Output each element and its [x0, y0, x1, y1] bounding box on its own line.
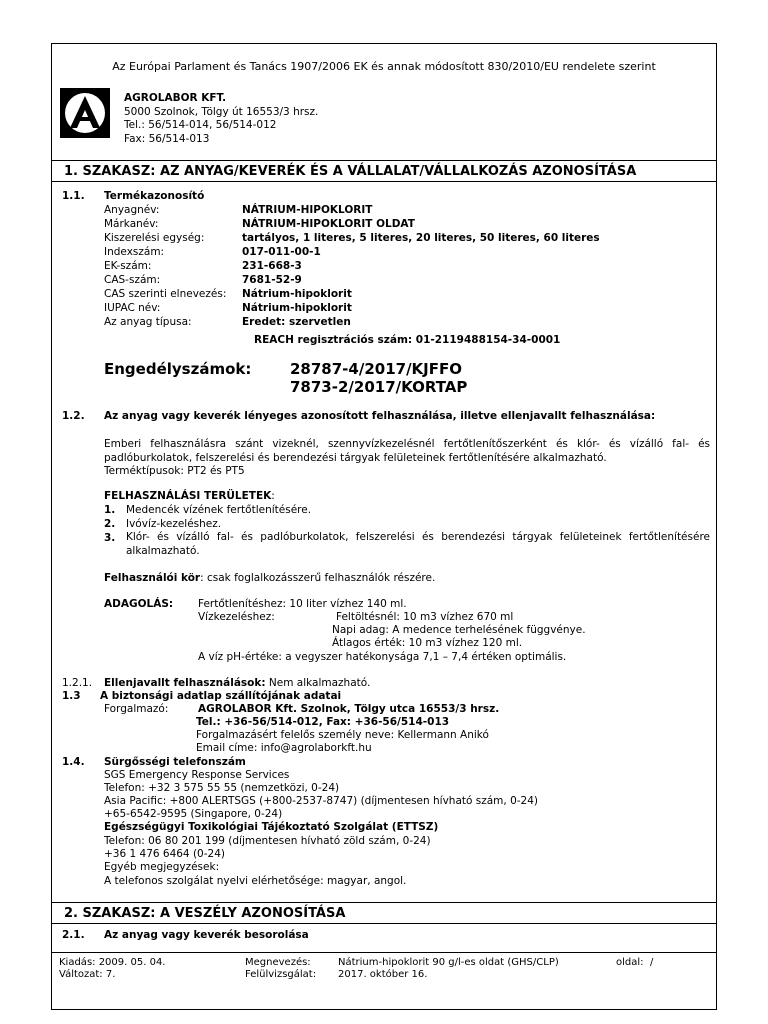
s1-3-title: A biztonsági adatlap szállítójának adatai	[100, 690, 342, 702]
user-group	[104, 572, 435, 584]
areas-title-text: FELHASZNÁLÁSI TERÜLETEK	[104, 490, 272, 502]
kv-value: Eredet: szervetlen	[242, 316, 351, 328]
area-text: Klór- és vízálló fal- és padlóburkolatok, felszerelési és berendezési tárgyak felületeinek fertőtlenítésére alkalmazható.	[126, 531, 710, 557]
kv-key: IUPAC név:	[104, 302, 161, 314]
areas-title: FELHASZNÁLÁSI TERÜLETEK:	[104, 490, 275, 502]
contraindicated-value: Nem alkalmazható.	[265, 677, 371, 689]
emergency-line: Telefon: 06 80 201 199 (díjmentesen hívható zöld szám, 0-24)	[104, 835, 431, 847]
kv-value: Nátrium-hipoklorit	[242, 302, 352, 314]
dosing-line: Vízkezeléshez:	[198, 611, 275, 623]
permit-number-2: 7873-2/2017/KORTAP	[290, 378, 468, 396]
section1-heading	[51, 160, 717, 182]
kv-key: CAS-szám:	[104, 274, 161, 286]
s1-2-title: Az anyag vagy keverék lényeges azonosított felhasználása, illetve ellenjavallt felhasználása:	[104, 410, 656, 422]
kv-key: Kiszerelési egység:	[104, 232, 205, 244]
dosing-label: ADAGOLÁS:	[104, 598, 174, 610]
section2-heading	[51, 902, 717, 924]
kv-key: Anyagnév:	[104, 204, 160, 216]
s2-1-number: 2.1.	[62, 929, 85, 941]
emergency-line: Egyéb megjegyzések:	[104, 861, 220, 873]
footer-page-value: /	[650, 957, 654, 968]
contraindicated-uses	[104, 677, 370, 689]
emergency-line: Asia Pacific: +800 ALERTSGS (+800-2537-8747) (díjmentesen hívható szám, 0-24)	[104, 795, 539, 807]
emergency-line: A telefonos szolgálat nyelvi elérhetősége: magyar, angol.	[104, 875, 407, 887]
dosing-line: Napi adag: A medence terhelésének függvénye.	[332, 624, 586, 636]
dosing-line: A víz pH-értéke: a vegyszer hatékonysága 7,1 – 7,4 értéken optimális.	[198, 651, 567, 663]
usage-paragraph: Emberi felhasználásra szánt vizeknél, szennyvízkezelésnél fertőtlenítőszerként és klór- és vízálló fal- és padlóburkolatok, felszerelési és berendezési tárgyak felületeinek fertőtlenítésére alkalmazható.	[104, 438, 710, 464]
footer-rule	[51, 952, 717, 953]
kv-value: tartályos, 1 literes, 5 literes, 20 literes, 50 literes, 60 literes	[242, 232, 600, 244]
area-text: Ivóvíz-kezeléshez.	[126, 518, 222, 530]
company-fax: Fax: 56/514-013	[124, 133, 210, 145]
kv-value: NÁTRIUM-HIPOKLORIT OLDAT	[242, 218, 415, 230]
s1-2-number: 1.2.	[62, 410, 85, 422]
section1-heading-text: 1. SZAKASZ: AZ ANYAG/KEVERÉK ÉS A VÁLLALAT/VÁLLALKOZÁS AZONOSÍTÁSA	[64, 164, 637, 179]
footer-review-label: Felülvizsgálat:	[245, 969, 317, 980]
product-types: Terméktípusok: PT2 és PT5	[104, 465, 245, 477]
s1-1-number: 1.1.	[62, 190, 85, 202]
distributor-name: AGROLABOR Kft. Szolnok, Tölgy utca 16553/3 hrsz.	[198, 703, 500, 715]
s1-4-number: 1.4.	[62, 756, 85, 768]
regulation-line: Az Európai Parlament és Tanács 1907/2006 EK és annak módosított 830/2010/EU rendelete szerint	[112, 60, 656, 73]
kv-value: 231-668-3	[242, 260, 302, 272]
area-number: 3.	[104, 532, 116, 544]
kv-value: Nátrium-hipoklorit	[242, 288, 352, 300]
s1-2-1-number: 1.2.1.	[62, 677, 93, 689]
permits-label: Engedélyszámok:	[104, 360, 252, 378]
footer-name-value: Nátrium-hipoklorit 90 g/l-es oldat (GHS/CLP)	[338, 957, 559, 968]
agrolabor-logo-icon	[60, 88, 110, 138]
user-group-text: : csak foglalkozásszerű felhasználók részére.	[200, 572, 436, 584]
area-number: 1.	[104, 504, 116, 516]
footer-version: Változat: 7.	[59, 969, 116, 980]
contact-email: Email címe: info@agrolaborkft.hu	[196, 742, 372, 754]
kv-key: CAS szerinti elnevezés:	[104, 288, 227, 300]
footer-name-label: Megnevezés:	[245, 957, 311, 968]
kv-value: NÁTRIUM-HIPOKLORIT	[242, 204, 373, 216]
kv-key: Márkanév:	[104, 218, 159, 230]
kv-value: 017-011-00-1	[242, 246, 321, 258]
contraindicated-label: Ellenjavallt felhasználások:	[104, 677, 266, 689]
ettsz-title: Egészségügyi Toxikológiai Tájékoztató Szolgálat (ETTSZ)	[104, 821, 439, 833]
company-address: 5000 Szolnok, Tölgy út 16553/3 hrsz.	[124, 106, 319, 118]
emergency-line: SGS Emergency Response Services	[104, 769, 290, 781]
s1-4-title: Sürgősségi telefonszám	[104, 756, 246, 768]
emergency-line: Telefon: +32 3 575 55 55 (nemzetközi, 0-24)	[104, 782, 340, 794]
area-text: Medencék vízének fertőtlenítésére.	[126, 504, 312, 516]
company-name: AGROLABOR KFT.	[124, 92, 227, 104]
distributor-phone: Tel.: +36-56/514-012, Fax: +36-56/514-013	[196, 716, 450, 728]
footer-review-value: 2017. október 16.	[338, 969, 428, 980]
s2-1-title: Az anyag vagy keverék besorolása	[104, 929, 309, 941]
kv-key: Indexszám:	[104, 246, 165, 258]
kv-key: Az anyag típusa:	[104, 316, 192, 328]
dosing-line: Átlagos érték: 10 m3 vízhez 120 ml.	[332, 637, 523, 649]
section2-heading-text: 2. SZAKASZ: A VESZÉLY AZONOSÍTÁSA	[64, 906, 346, 921]
responsible-person: Forgalmazásért felelős személy neve: Kellermann Anikó	[196, 729, 489, 741]
user-group-label: Felhasználói kör	[104, 572, 201, 584]
kv-key: EK-szám:	[104, 260, 152, 272]
s1-1-title: Termékazonosító	[104, 190, 205, 202]
kv-value: 7681-52-9	[242, 274, 302, 286]
permit-number-1: 28787-4/2017/KJFFO	[290, 360, 463, 378]
distributor-label: Forgalmazó:	[104, 703, 169, 715]
footer-page-label: oldal:	[616, 957, 644, 968]
footer-issued: Kiadás: 2009. 05. 04.	[59, 957, 166, 968]
emergency-line: +65-6542-9595 (Singapore, 0-24)	[104, 808, 283, 820]
company-phone: Tel.: 56/514-014, 56/514-012	[124, 119, 277, 131]
emergency-line: +36 1 476 6464 (0-24)	[104, 848, 225, 860]
dosing-line: Fertőtlenítéshez: 10 liter vízhez 140 ml.	[198, 598, 407, 610]
reach-number: REACH regisztrációs szám: 01-2119488154-34-0001	[254, 334, 561, 346]
area-number: 2.	[104, 518, 116, 530]
dosing-line: Feltöltésnél: 10 m3 vízhez 670 ml	[336, 611, 514, 623]
s1-3-number: 1.3	[62, 690, 81, 702]
